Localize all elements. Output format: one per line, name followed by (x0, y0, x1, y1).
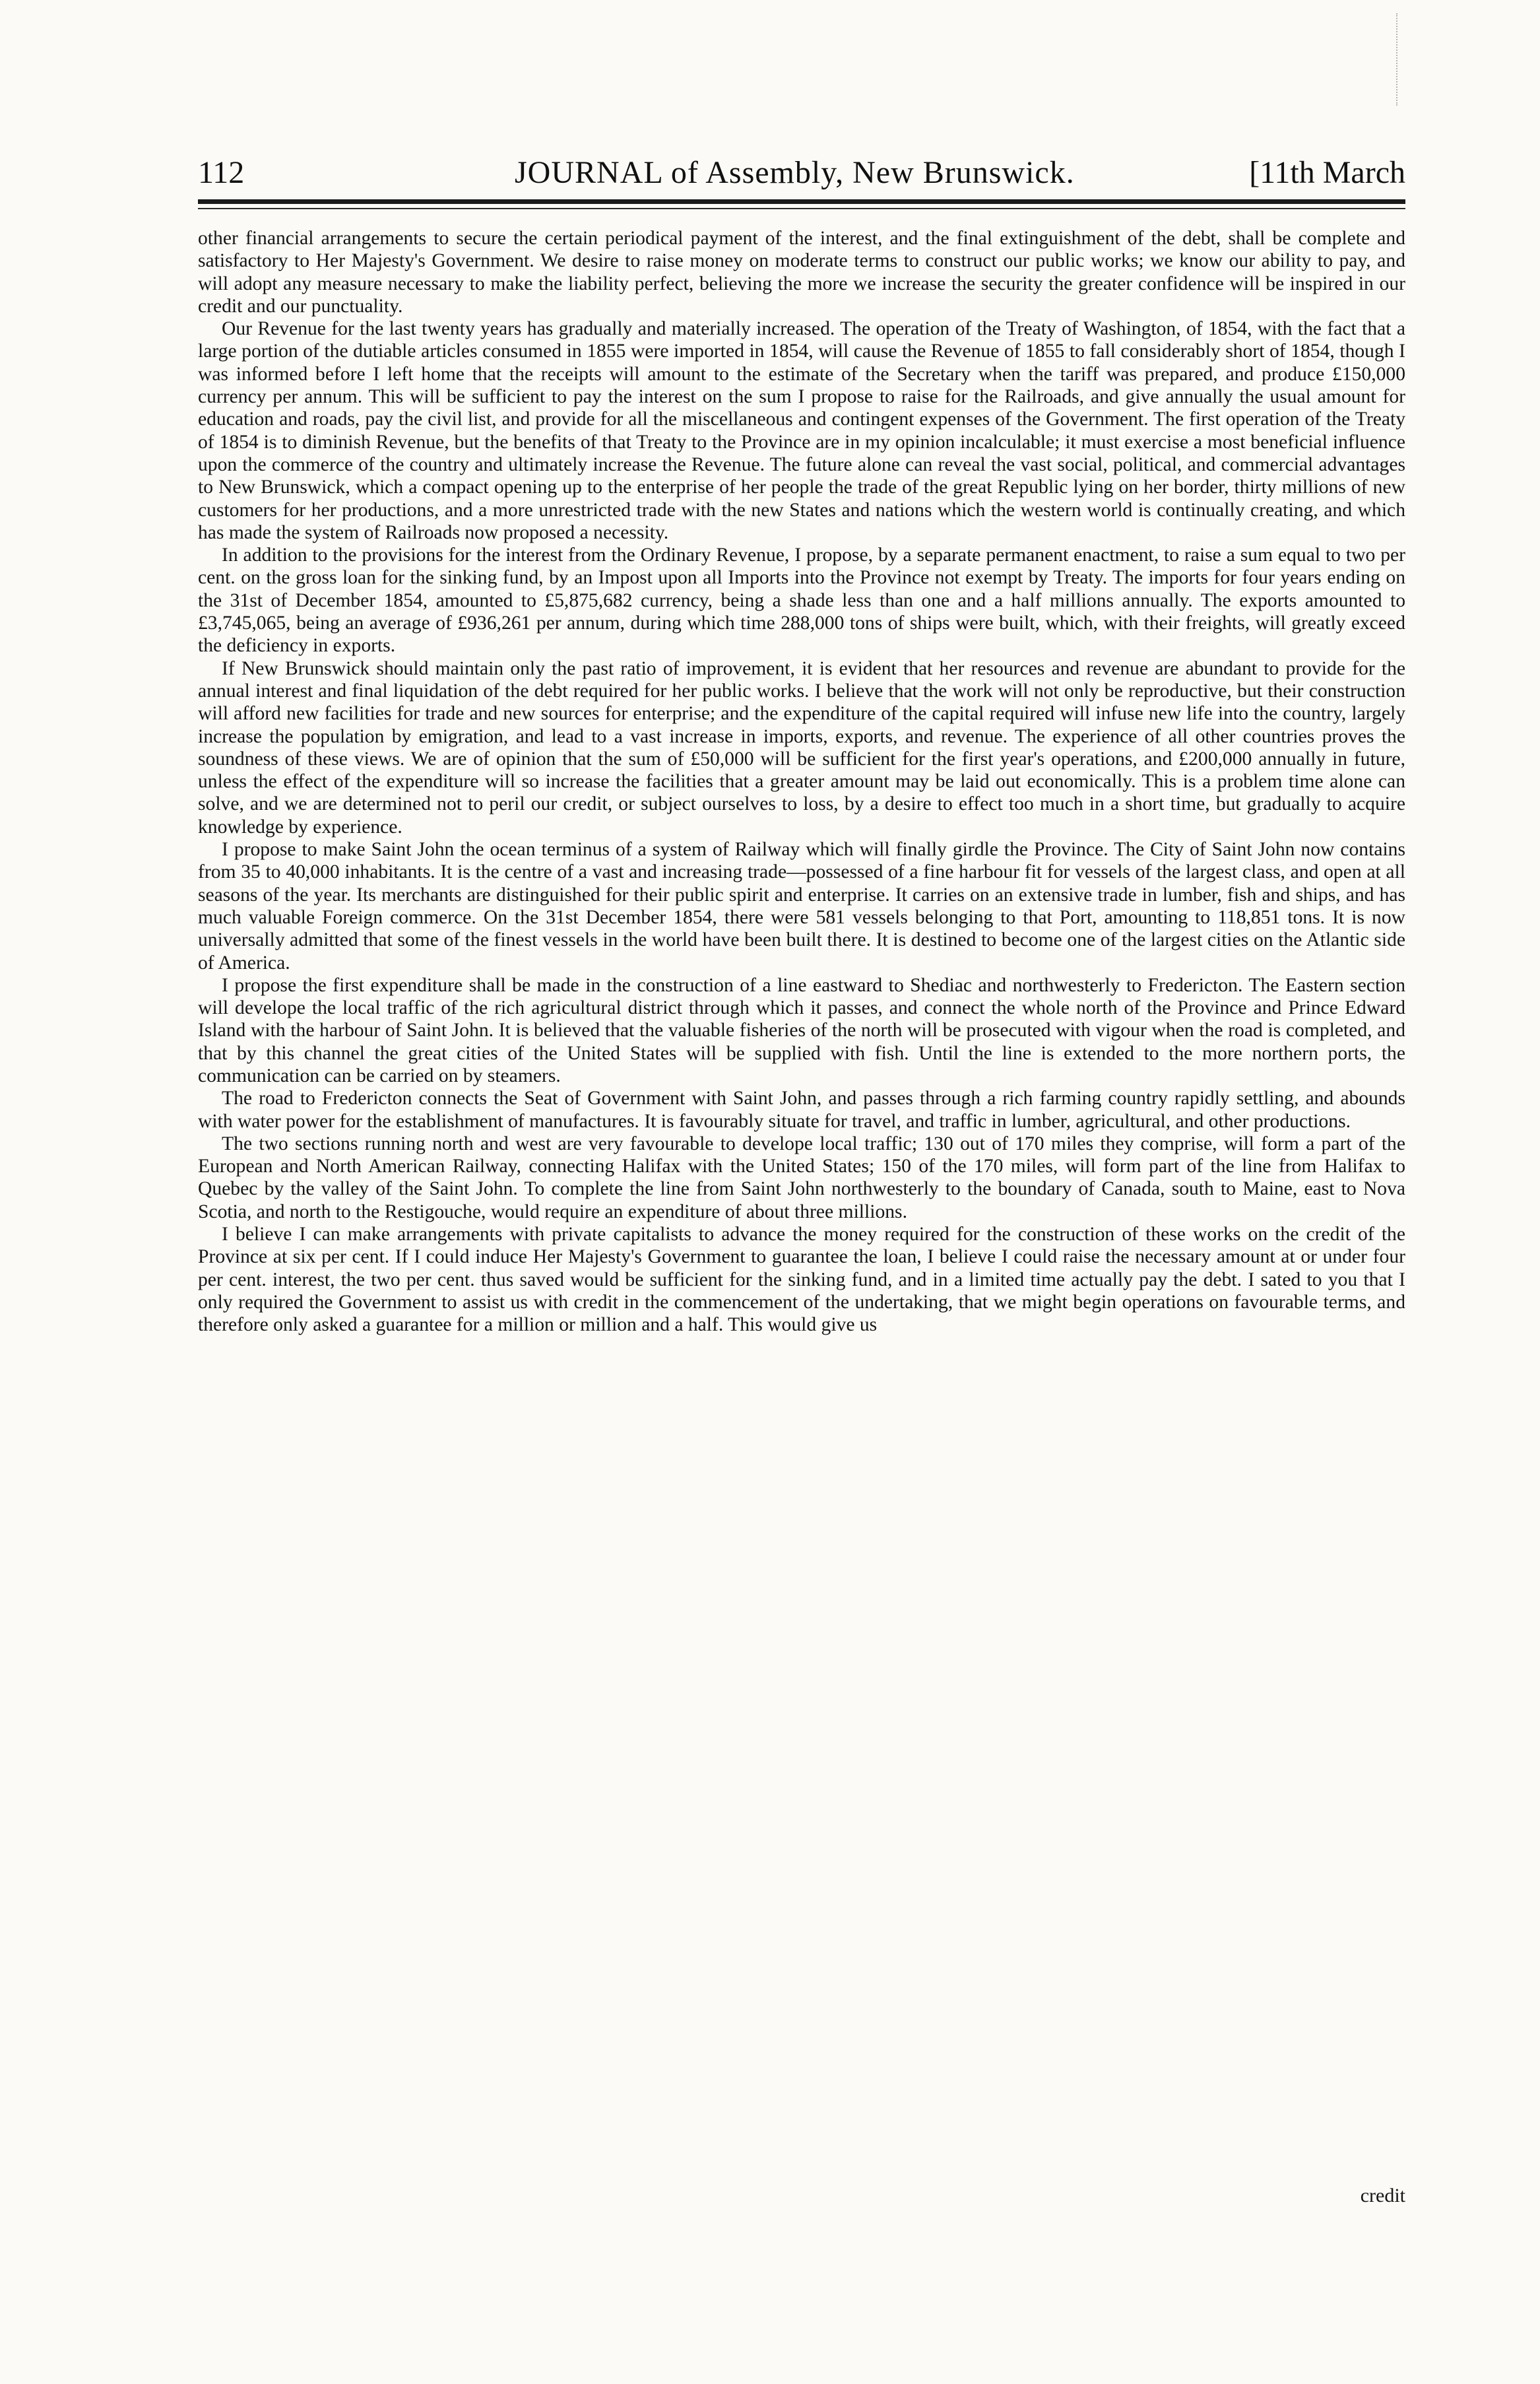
paragraph: The road to Fredericton connects the Seat of Government with Saint John, and passes through a rich farming country rapidly settling, and abounds with water power for the establishment of manufactures. It is favourably situate for travel, and traffic in lumber, agricultural, and other productions. (198, 1088, 1405, 1132)
paragraph: I propose the first expenditure shall be made in the construction of a line eastward to Shediac and northwesterly to Fredericton. The Eastern section will develope the local traffic of the rich agricultural district through which it passes, and connect the whole north of the Province and Prince Edward Island with the harbour of Saint John. It is believed that the valuable fisheries of the north will be prosecuted with vigour when the road is completed, and that by this channel the great cities of the United States will be supplied with fish. Until the line is extended to the more northern ports, the communication can be carried on by steamers. (198, 974, 1405, 1086)
running-title: JOURNAL of Assembly, New Brunswick. (515, 155, 1075, 190)
paragraph: I believe I can make arrangements with private capitalists to advance the money required for the construction of these works on the credit of the Province at six per cent. If I could induce Her Majesty's Government to guarantee the loan, I believe I could raise the necessary amount at or under four per cent. interest, the two per cent. thus saved would be sufficient for the sinking fund, and in a limited time actually pay the debt. I sated to you that I only required the Government to assist us with credit in the commencement of the undertaking, that we might begin operations on favourable terms, and therefore only asked a guarantee for a million or million and a half. This would give us (198, 1224, 1405, 1336)
body-text (198, 227, 1405, 1337)
journal-page (198, 0, 1405, 2384)
header-rule-thick (198, 199, 1405, 204)
paragraph: Our Revenue for the last twenty years has gradually and materially increased. The operation of the Treaty of Washington, of 1854, with the fact that a large portion of the dutiable articles consumed in 1855 were imported in 1854, will cause the Revenue of 1855 to fall considerably short of 1854, though I was informed before I left home that the receipts will amount to the estimate of the Secretary when the tariff was prepared, and produce £150,000 currency per annum. This will be sufficient to pay the interest on the sum I propose to raise for the Railroads, and give annually the usual amount for education and roads, pay the civil list, and provide for all the miscellaneous and contingent expenses of the Government. The first operation of the Treaty of 1854 is to diminish Revenue, but the benefits of that Treaty to the Province are in my opinion incalculable; it must exercise a most beneficial influence upon the commerce of the country and ultimately increase the Revenue. The future alone can reveal the vast social, political, and commercial advantages to New Brunswick, which a compact opening up to the enterprise of her people the trade of the great Republic lying on her border, thirty millions of new customers for her productions, and a more unrestricted trade with the new States and nations which the western world is continually creating, and which has made the system of Railroads now proposed a necessity. (198, 318, 1405, 543)
paragraph: other financial arrangements to secure the certain periodical payment of the interest, and the final extinguishment of the debt, shall be complete and satisfactory to Her Majesty's Government. We desire to raise money on moderate terms to construct our public works; we know our ability to pay, and will adopt any measure necessary to make the liability perfect, believing the more we increase the security the greater confidence will be inspired in our credit and our punctuality. (198, 228, 1405, 317)
paragraph: If New Brunswick should maintain only the past ratio of improvement, it is evident that her resources and revenue are abundant to provide for the annual interest and final liquidation of the debt required for her public works. I believe that the work will not only be reproductive, but their construction will afford new facilities for trade and new sources for enterprise; and the expenditure of the capital required will infuse new life into the country, largely increase the population by emigration, and lead to a vast increase in imports, exports, and revenue. The experience of all other countries proves the soundness of these views. We are of opinion that the sum of £50,000 will be sufficient for the first year's operations, and £200,000 annually in future, unless the effect of the expenditure will so increase the facilities that a greater amount may be laid out economically. This is a problem time alone can solve, and we are determined not to peril our credit, or subject ourselves to loss, by a desire to effect too much in a short time, but gradually to acquire knowledge by experience. (198, 657, 1405, 838)
page-number: 112 (198, 155, 245, 190)
paragraph: I propose to make Saint John the ocean terminus of a system of Railway which will finally girdle the Province. The City of Saint John now contains from 35 to 40,000 inhabitants. It is the centre of a vast and increasing trade—possessed of a fine harbour fit for vessels of the largest class, and open at all seasons of the year. Its merchants are distinguished for their public spirit and enterprise. It carries on an extensive trade in lumber, fish and ships, and has much valuable Foreign commerce. On the 31st December 1854, there were 581 vessels belonging to that Port, amounting to 118,851 tons. It is now universally admitted that some of the finest vessels in the world have been built there. It is destined to become one of the largest cities on the Atlantic side of America. (198, 839, 1405, 974)
paragraph: In addition to the provisions for the interest from the Ordinary Revenue, I propose, by a separate permanent enactment, to raise a sum equal to two per cent. on the gross loan for the sinking fund, by an Impost upon all Imports into the Province not exempt by Treaty. The imports for four years ending on the 31st of December 1854, amounted to £5,875,682 currency, being a shade less than one and a half millions annually. The exports amounted to £3,745,065, being an average of £936,261 per annum, during which time 288,000 tons of ships were built, which, with their freights, will greatly exceed the deficiency in exports. (198, 545, 1405, 657)
scan-edge-mark (1396, 13, 1401, 106)
paragraph: The two sections running north and west are very favourable to develope local traffic; 130 out of 170 miles they comprise, will form a part of the European and North American Railway, connecting Halifax with the United States; 150 of the 170 miles, will form part of the line from Halifax to Quebec by the valley of the Saint John. To complete the line from Saint John northwesterly to the boundary of Canada, south to Maine, east to Nova Scotia, and north to the Restigouche, would require an expenditure of about three millions. (198, 1133, 1405, 1222)
header-rule-thin (198, 208, 1405, 209)
catchword: credit (1360, 2185, 1405, 2206)
running-header (198, 153, 1405, 193)
running-date: [11th March (1249, 155, 1405, 190)
